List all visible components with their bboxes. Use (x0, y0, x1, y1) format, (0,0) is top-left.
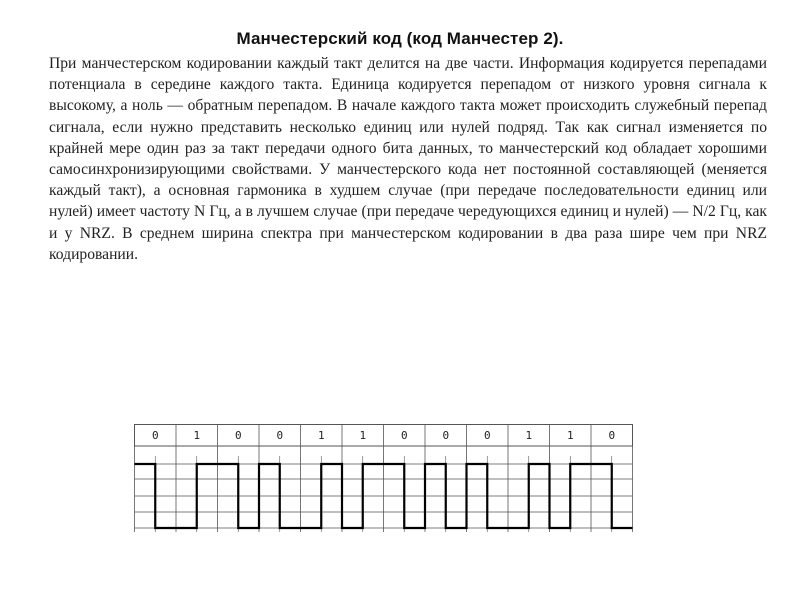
bit-label: 0 (442, 429, 450, 442)
manchester-diagram (134, 424, 634, 534)
bit-label: 1 (359, 429, 367, 442)
bit-label: 0 (483, 429, 491, 442)
bit-label: 1 (566, 429, 574, 442)
bit-label: 0 (400, 429, 408, 442)
bit-label: 1 (317, 429, 325, 442)
manchester-diagram-svg (134, 424, 634, 534)
bit-label: 0 (151, 429, 159, 442)
bit-label: 1 (525, 429, 533, 442)
slide-title: Манчестерский код (код Манчестер 2). (236, 29, 564, 48)
bit-label: 0 (234, 429, 242, 442)
body-paragraph: При манчестерском кодировании каждый такт делится на две части. Информация кодируется перепадами потенциала в середине каждого такта. Единица кодируется перепадом от низкого уровня сигнала к высокому, а ноль — обратным перепадом. В начале каждого такта может происходить служебный перепад сигнала, если нужно представить несколько единиц или нулей подряд. Так как сигнал изменяется по крайней мере один раз за такт передачи одного бита данных, то манчестерский код обладает хорошими самосинхронизирующими свойствами. У манчестерского кода нет постоянной составляющей (меняется каждый такт), а основная гармоника в худшем случае (при передаче последовательности единиц или нулей) имеет частоту N Гц, а в лучшем случае (при передаче чередующихся единиц и нулей) — N/2 Гц, как и у NRZ. В среднем ширина спектра при манчестерском кодировании в два раза шире чем при NRZ кодировании. (49, 55, 767, 263)
bit-label: 0 (608, 429, 616, 442)
bit-label: 0 (276, 429, 284, 442)
bit-label: 1 (193, 429, 201, 442)
